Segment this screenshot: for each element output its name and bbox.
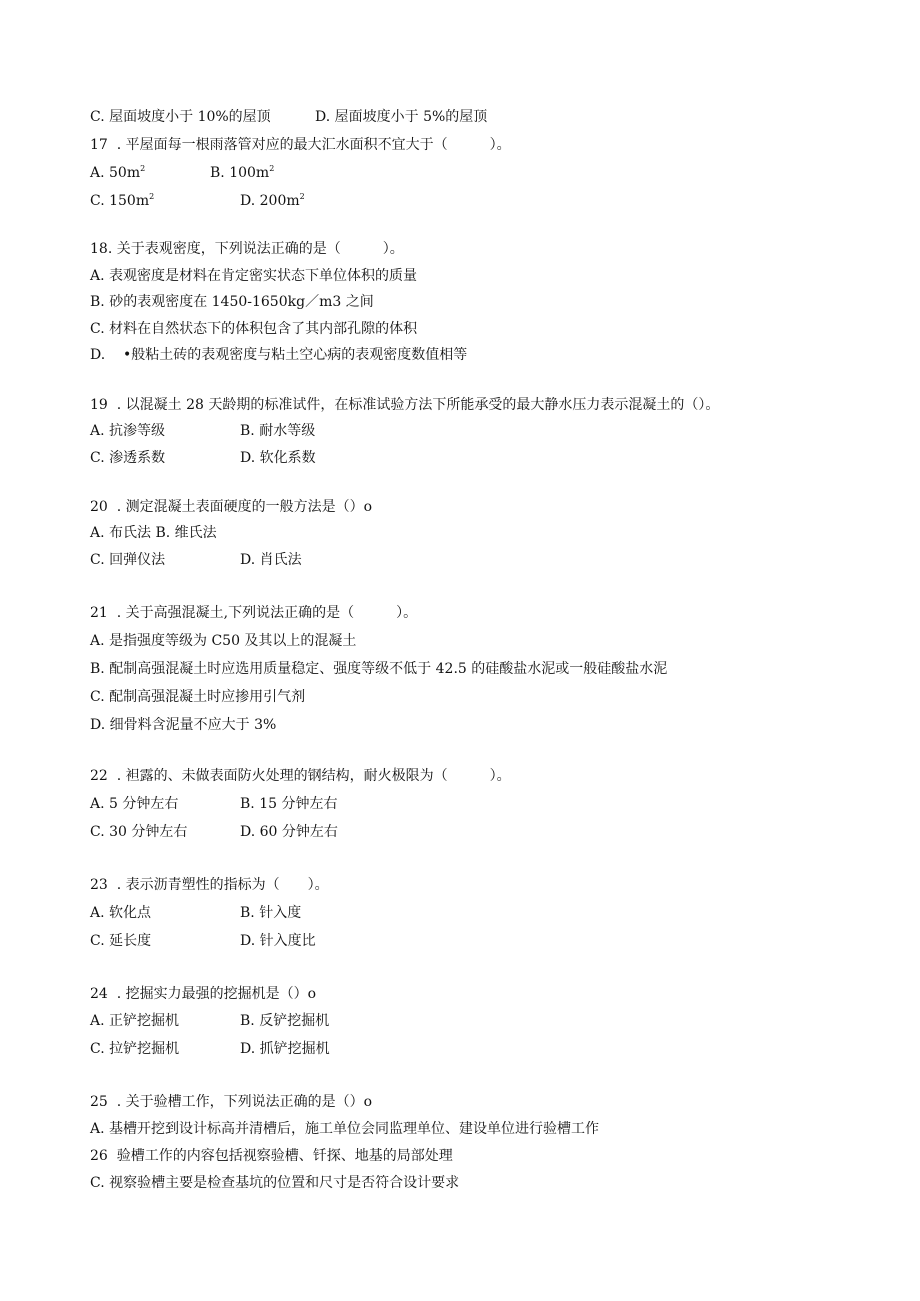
q19-option-c: C. 渗透系数	[90, 450, 166, 466]
q21-option-b: B. 配制高强混凝土时应选用质量稳定、强度等级不低于 42.5 的硅酸盐水泥或一般硅酸盐水泥	[90, 661, 668, 677]
q21-option-a: A. 是指强度等级为 C50 及其以上的混凝土	[90, 633, 357, 649]
q25-stem: 25 . 关于验槽工作，下列说法正确的是（）o	[90, 1094, 373, 1110]
q22-option-d: D. 60 分钟左右	[240, 824, 338, 840]
q19-stem: 19 . 以混凝土 28 天龄期的标准试件，在标准试验方法下所能承受的最大静水压力表示混凝土的（）。	[90, 397, 720, 413]
q25-line-26: 26 验槽工作的内容包括视察验槽、钎探、地基的局部处理	[90, 1148, 453, 1164]
q24-option-a: A. 正铲挖掘机	[90, 1013, 180, 1029]
q20-options-ab: A. 布氏法 B. 维氏法	[90, 525, 217, 541]
q21-option-c: C. 配制高强混凝土时应掺用引气剂	[90, 689, 306, 705]
q23-options-cd	[90, 932, 316, 950]
q24-options-ab	[90, 1012, 330, 1030]
q17-option-b: B. $100m^2$	[210, 164, 275, 181]
q16-option-d: D. 屋面坡度小于 5%的屋顶	[315, 109, 488, 125]
q20-option-c: C. 回弹仪法	[90, 552, 166, 568]
q18-option-a: A. 表观密度是材料在肯定密实状态下单位体积的质量	[90, 268, 418, 284]
q22-options-ab	[90, 795, 338, 813]
q23-options-ab	[90, 904, 302, 922]
q20-options-cd	[90, 551, 302, 569]
q20-stem: 20 . 测定混凝土表面硬度的一般方法是（）o	[90, 499, 373, 515]
q17-option-a: A. $50m^2$	[90, 164, 146, 181]
q22-stem: 22 . 袒露的、未做表面防火处理的钢结构，耐火极限为（ ）。	[90, 768, 511, 784]
q22-option-b: B. 15 分钟左右	[240, 796, 338, 812]
q25-option-a: A. 基槽开挖到设计标高并清槽后，施工单位会同监理单位、建设单位进行验槽工作	[90, 1121, 600, 1137]
q24-options-cd	[90, 1040, 330, 1058]
q20-option-d: D. 肖氏法	[240, 552, 302, 568]
q23-option-c: C. 延长度	[90, 933, 152, 949]
q17-option-c: C. $150m^2$	[90, 192, 155, 209]
q17-options-cd	[90, 192, 305, 210]
q19-options-cd	[90, 449, 316, 467]
q22-options-cd	[90, 823, 338, 841]
q16-option-c: C. 屋面坡度小于 10%的屋顶 D. 屋面坡度小于 5%的屋顶	[90, 109, 488, 125]
q24-option-c: C. 拉铲挖掘机	[90, 1041, 180, 1057]
q21-option-d: D. 细骨料含泥量不应大于 3%	[90, 717, 277, 733]
q18-option-b: B. 砂的表观密度在 1450-1650kg／m3 之间	[90, 294, 374, 310]
q19-option-a: A. 抗渗等级	[90, 423, 166, 439]
q23-stem: 23 . 表示沥青塑性的指标为（ ）。	[90, 877, 329, 893]
q24-stem: 24 . 挖掘实力最强的挖掘机是（）o	[90, 986, 317, 1002]
q24-option-d: D. 抓铲挖掘机	[240, 1041, 330, 1057]
q23-option-a: A. 软化点	[90, 905, 152, 921]
q17-option-d: D. $200m^2$	[240, 192, 305, 209]
q18-option-c: C. 材料在自然状态下的体积包含了其内部孔隙的体积	[90, 321, 418, 337]
q24-option-b: B. 反铲挖掘机	[240, 1013, 330, 1029]
q25-option-c: C. 视察验槽主要是检查基坑的位置和尺寸是否符合设计要求	[90, 1175, 460, 1191]
q19-options-ab	[90, 422, 316, 440]
q18-stem: 18. 关于表观密度，下列说法正确的是（ ）。	[90, 241, 404, 257]
q21-stem: 21 . 关于高强混凝土,下列说法正确的是（ ）。	[90, 605, 418, 621]
q23-option-b: B. 针入度	[240, 905, 302, 921]
q22-option-c: C. 30 分钟左右	[90, 824, 188, 840]
q17-options-ab	[90, 164, 275, 182]
q17-stem: 17 . 平屋面每一根雨落管对应的最大汇水面积不宜大于（ ）。	[90, 137, 511, 153]
q23-option-d: D. 针入度比	[240, 933, 316, 949]
q22-option-a: A. 5 分钟左右	[90, 796, 179, 812]
q19-option-d: D. 软化系数	[240, 450, 316, 466]
q19-option-b: B. 耐水等级	[240, 423, 316, 439]
q18-option-d: D. •般粘土砖的表观密度与粘土空心病的表观密度数值相等	[90, 347, 468, 363]
